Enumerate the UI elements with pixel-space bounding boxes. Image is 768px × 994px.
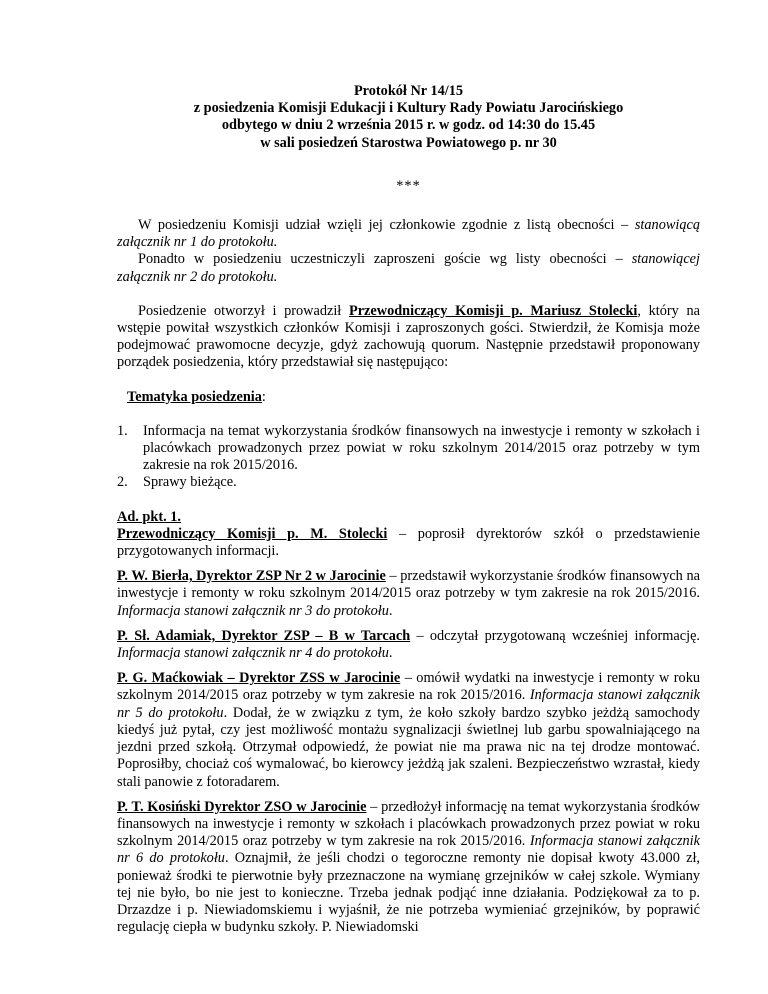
protocol-date: odbytego w dniu 2 września 2015 r. w godz. od 14:30 do 15.45 <box>221 117 596 134</box>
speaker-name: P. W. Bierła, Dyrektor ZSP Nr 2 w Jarocinie <box>117 568 386 585</box>
opening-post: , który na wstępie powitał wszystkich członków Komisji i zaproszonych gości. Stwierdził, że Komisja może podejmować prawomocne decyzje, gdyż zachowują quorum. Następnie przedstawił proponowany porządek posiedzenia, który przedstawiał się następująco: <box>117 302 700 371</box>
agenda-list <box>117 423 700 492</box>
opening-paragraph <box>117 303 700 372</box>
speaker-name: P. T. Kosiński Dyrektor ZSO w Jarocinie <box>117 798 367 815</box>
entry-text: – odczytał przygotowaną wcześniej informację. <box>410 627 700 644</box>
protocol-header <box>117 83 700 152</box>
entry-text: – przedłożył informację na temat wykorzystania środków finansowych na inwestycje i remonty w szkołach i placówkach prowadzonych przez powiat w roku szkolnym 2014/2015 oraz potrzeby w tym zakresie na rok 2015/2016. <box>117 798 700 850</box>
list-item <box>117 474 700 491</box>
list-item <box>117 423 700 475</box>
entry-attachment: Informacja stanowi załącznik nr 6 do protokołu <box>117 833 700 867</box>
section-chair-text: – poprosił dyrektorów szkół o przedstawienie przygotowanych informacji. <box>117 525 700 560</box>
section-chair: Przewodniczący Komisji p. M. Stolecki <box>117 525 388 542</box>
agenda-heading-line <box>127 389 700 406</box>
agenda-item-number: 2. <box>117 474 128 491</box>
entry-mackowiak <box>117 670 700 790</box>
speaker-name: P. G. Maćkowiak – Dyrektor ZSS w Jarocinie <box>117 670 401 687</box>
agenda-item-text: Informacja na temat wykorzystania środków finansowych na inwestycje i remonty w szkołach i placówkach prowadzonych przez powiat w roku szkolnym 2014/2015 oraz potrzeby w tym zakresie na rok 2015/2016. <box>143 422 700 474</box>
entry-attachment: Informacja stanowi załącznik nr 4 do protokołu <box>117 645 389 662</box>
entry-bierla <box>117 568 700 620</box>
entry-attachment: Informacja stanowi załącznik nr 3 do protokołu <box>117 602 389 619</box>
agenda-item-text: Sprawy bieżące. <box>143 474 237 491</box>
entry-kosinski <box>117 799 700 937</box>
separator: *** <box>396 177 421 194</box>
protocol-subtitle: z posiedzenia Komisji Edukacji i Kultury Rady Powiatu Jarocińskiego <box>193 100 624 117</box>
entry-tail: . <box>388 645 393 662</box>
entry-tail: . Dodał, że w związku z tym, że koło szkoły bardzo szybko jeżdżą samochody kiedyś już pytał, czy jest możliwość montażu sygnalizacji świetlnej lub garbu spowalniającego na jezdni przed szkołą. Otrzymał odpowiedź, że powiat nie ma prawa nic na tej drodze montować. Poprosiłby, chociaż coś wymalować, bo kierowcy jeżdżą jak szaleni. Bezpieczeństwo wzrastał, kiedy stali panowie z fotoradarem. <box>117 704 700 790</box>
attendance-text: W posiedzeniu Komisji udział wzięli jej członkowie zgodnie z listą obecności – <box>138 217 635 234</box>
entry-tail: . <box>388 602 393 619</box>
chair-name: Przewodniczący Komisji p. Mariusz Stolecki <box>348 302 638 319</box>
guests-note: stanowiącej załącznik nr 2 do protokołu. <box>117 251 700 285</box>
opening-pre: Posiedzenie otworzył i prowadził <box>138 302 349 319</box>
agenda-colon: : <box>261 388 266 405</box>
section-heading: Ad. pkt. 1. <box>117 508 181 525</box>
entry-attachment: Informacja stanowi załącznik nr 5 do protokołu <box>117 687 700 721</box>
protocol-location: w sali posiedzeń Starostwa Powiatowego p. nr 30 <box>260 134 557 151</box>
guests-paragraph <box>117 251 700 285</box>
agenda-item-number: 1. <box>117 422 128 439</box>
section-1 <box>117 509 700 561</box>
entry-text: – omówił wydatki na inwestycje i remonty w roku szkolnym 2014/2015 oraz potrzeby w tym zakresie na rok 2015/2016. <box>117 670 700 704</box>
protocol-title: Protokół Nr 14/15 <box>353 83 464 99</box>
attendance-paragraph <box>117 217 700 251</box>
entry-tail: . Oznajmił, że jeśli chodzi o tegoroczne remonty nie dopisał kwoty 43.000 zł, ponieważ środki te pierwotnie były przeznaczone na wymianę grzejników w całej szkole. Wymiany tej nie było, bo nie jest to konieczne. Trzeba jednak podjąć inne działania. Podziękował za to p. Drzazdze i p. Niewiadomskiemu i wyjaśnił, że nie potrzeba wymieniać grzejników, by poprawić regulację ciepła w budynku szkoły. P. Niewiadomski <box>117 850 700 936</box>
entry-adamiak <box>117 628 700 662</box>
guests-text: Ponadto w posiedzeniu uczestniczyli zaproszeni goście wg listy obecności – <box>138 251 632 268</box>
entry-text: – przedstawił wykorzystanie środków finansowych na inwestycje i remonty w roku szkolnym 2014/2015 oraz potrzeby w tym zakresie na rok 2015/2016. <box>117 568 700 602</box>
speaker-name: P. Sł. Adamiak, Dyrektor ZSP – B w Tarcach <box>117 627 411 644</box>
agenda-heading: Tematyka posiedzenia <box>127 388 262 405</box>
attendance-note: stanowiącą załącznik nr 1 do protokołu. <box>117 217 700 251</box>
